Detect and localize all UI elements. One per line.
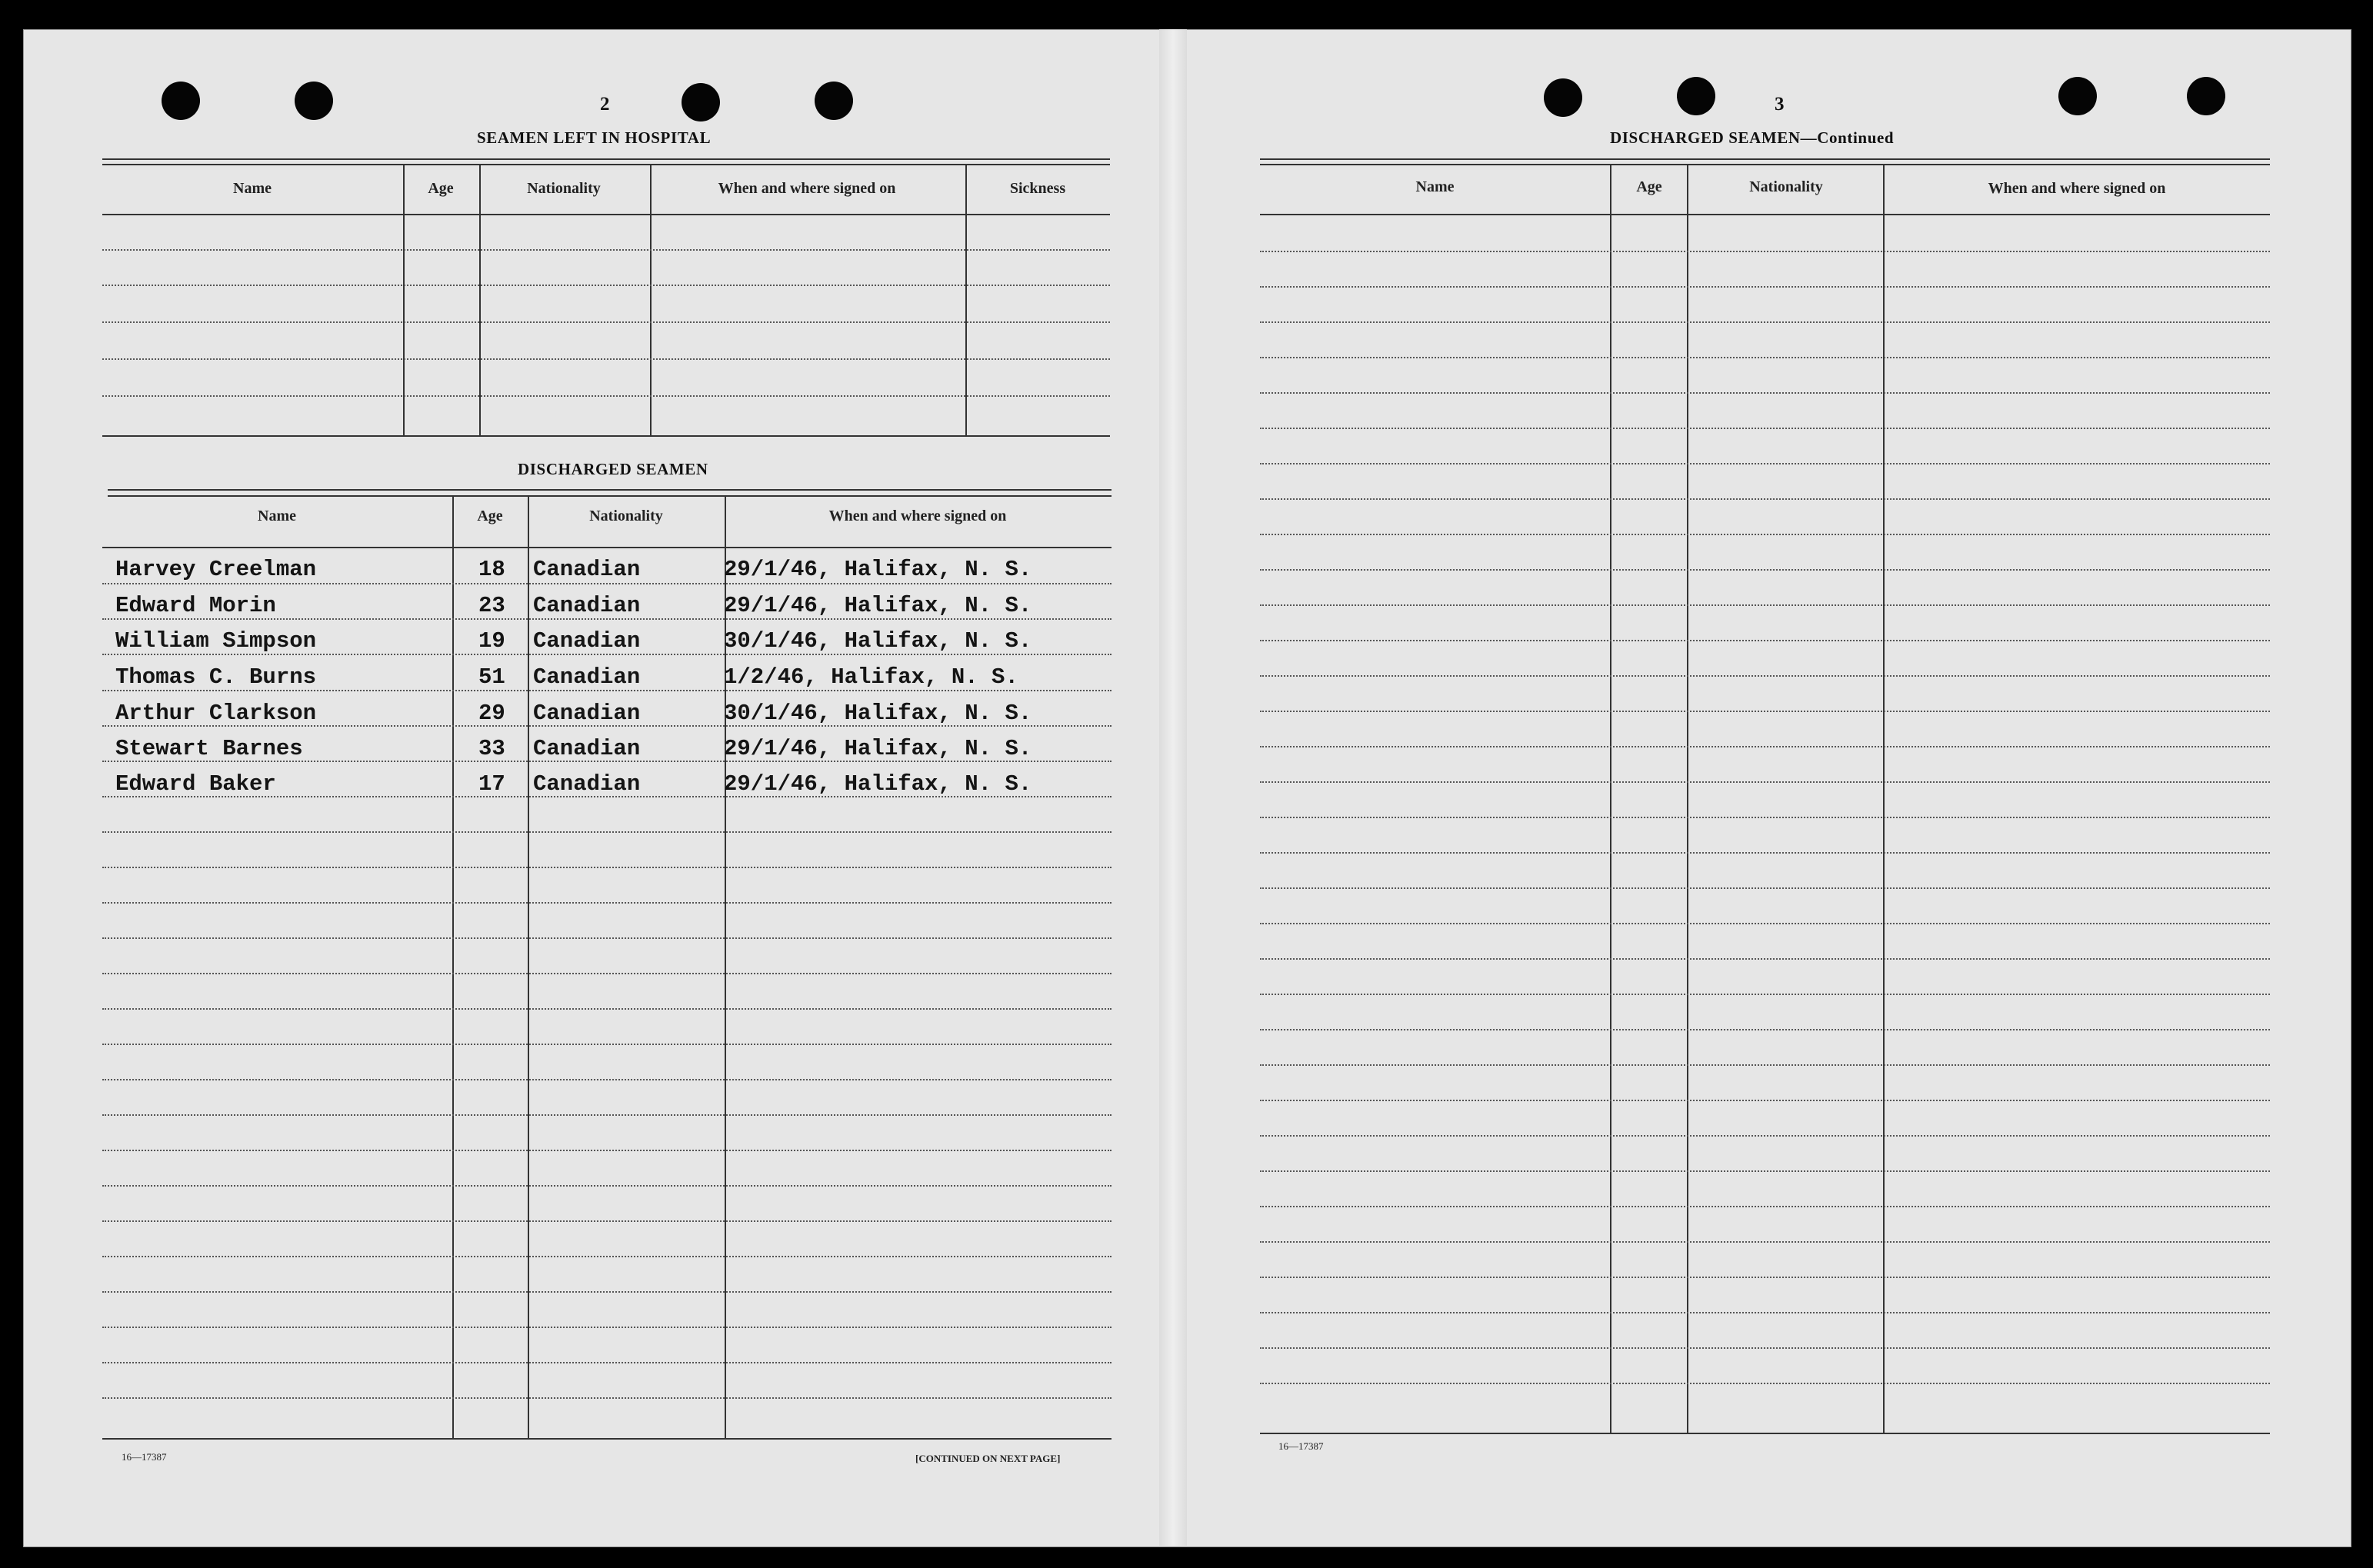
dotted-rule (102, 1397, 1112, 1399)
dotted-rule (102, 1114, 1112, 1116)
punch-hole (295, 82, 333, 120)
rule (108, 495, 1112, 497)
seaman-signed-on: 29/1/46, Halifax, N. S. (724, 557, 1032, 582)
dotted-rule (102, 1291, 1112, 1293)
seaman-name: Stewart Barnes (115, 736, 303, 761)
dotted-rule (1260, 923, 2270, 924)
dotted-rule (102, 654, 1112, 655)
dotted-rule (1260, 994, 2270, 995)
dotted-rule (1260, 852, 2270, 854)
document-sheet (23, 29, 2351, 1547)
col-header-name: Name (258, 508, 296, 524)
dotted-rule (1260, 781, 2270, 783)
rule (1260, 158, 2270, 160)
seaman-name: Thomas C. Burns (115, 664, 317, 690)
dotted-rule (1260, 958, 2270, 960)
dotted-rule (1260, 1064, 2270, 1066)
rule (1260, 1433, 2270, 1434)
seaman-age: 18 (478, 557, 505, 582)
dotted-rule (102, 1220, 1112, 1222)
dotted-rule (1260, 463, 2270, 464)
dotted-rule (1260, 1170, 2270, 1172)
rule (1260, 214, 2270, 215)
page-number: 2 (600, 94, 610, 115)
seaman-signed-on: 29/1/46, Halifax, N. S. (724, 593, 1032, 618)
rule (102, 1438, 1112, 1440)
seaman-name: Edward Morin (115, 593, 276, 618)
discharged-section-title: DISCHARGED SEAMEN (518, 460, 708, 478)
dotted-rule (1260, 1206, 2270, 1207)
dotted-rule (1260, 604, 2270, 606)
seaman-nationality: Canadian (533, 701, 641, 726)
dotted-rule (1260, 675, 2270, 677)
dotted-rule (102, 973, 1112, 974)
dotted-rule (102, 618, 1112, 620)
dotted-rule (102, 395, 1110, 397)
column-divider (452, 495, 454, 1438)
rule (102, 214, 1110, 215)
dotted-rule (102, 358, 1110, 360)
dotted-rule (1260, 1241, 2270, 1243)
seaman-name: Arthur Clarkson (115, 701, 317, 726)
col-header-age: Age (477, 508, 503, 524)
dotted-rule (1260, 251, 2270, 252)
dotted-rule (102, 831, 1112, 833)
col-header-age: Age (428, 180, 454, 197)
seaman-signed-on: 30/1/46, Halifax, N. S. (724, 628, 1032, 654)
form-code: 16—17387 (122, 1451, 167, 1463)
dotted-rule (1260, 640, 2270, 641)
col-header-name: Name (233, 180, 272, 197)
dotted-rule (1260, 1135, 2270, 1137)
dotted-rule (102, 902, 1112, 904)
punch-hole (2058, 77, 2097, 115)
seaman-age: 33 (478, 736, 505, 761)
dotted-rule (1260, 1347, 2270, 1349)
seaman-nationality: Canadian (533, 771, 641, 797)
dotted-rule (102, 321, 1110, 323)
dotted-rule (1260, 286, 2270, 288)
col-header-nationality: Nationality (589, 508, 663, 524)
rule (1260, 164, 2270, 165)
dotted-rule (1260, 817, 2270, 818)
dotted-rule (102, 725, 1112, 727)
dotted-rule (102, 1327, 1112, 1328)
discharged-continued-title: DISCHARGED SEAMEN—Continued (1610, 128, 1895, 147)
seaman-signed-on: 29/1/46, Halifax, N. S. (724, 771, 1032, 797)
seaman-signed-on: 1/2/46, Halifax, N. S. (724, 664, 1018, 690)
dotted-rule (102, 1185, 1112, 1187)
dotted-rule (102, 690, 1112, 691)
seaman-nationality: Canadian (533, 557, 641, 582)
seaman-nationality: Canadian (533, 593, 641, 618)
seaman-nationality: Canadian (533, 736, 641, 761)
col-header-signed-on: When and where signed on (718, 180, 896, 197)
punch-hole (1677, 77, 1715, 115)
dotted-rule (1260, 357, 2270, 358)
punch-hole (2187, 77, 2225, 115)
seaman-age: 51 (478, 664, 505, 690)
page-fold (1159, 29, 1187, 1546)
seaman-name: Harvey Creelman (115, 557, 317, 582)
dotted-rule (102, 1256, 1112, 1257)
hospital-section-title: SEAMEN LEFT IN HOSPITAL (477, 128, 712, 147)
seaman-nationality: Canadian (533, 664, 641, 690)
col-header-nationality: Nationality (1749, 178, 1823, 195)
dotted-rule (1260, 711, 2270, 712)
dotted-rule (102, 796, 1112, 797)
rule (102, 158, 1110, 160)
seaman-age: 29 (478, 701, 505, 726)
seaman-age: 17 (478, 771, 505, 797)
seaman-signed-on: 30/1/46, Halifax, N. S. (724, 701, 1032, 726)
col-header-nationality: Nationality (527, 180, 601, 197)
dotted-rule (1260, 1100, 2270, 1101)
rule (102, 164, 1110, 165)
dotted-rule (1260, 498, 2270, 500)
seaman-signed-on: 29/1/46, Halifax, N. S. (724, 736, 1032, 761)
dotted-rule (1260, 1277, 2270, 1278)
rule (102, 435, 1110, 437)
column-divider (528, 495, 529, 1438)
dotted-rule (1260, 428, 2270, 429)
punch-hole (1544, 78, 1582, 117)
dotted-rule (1260, 1383, 2270, 1384)
seaman-age: 19 (478, 628, 505, 654)
seaman-name: Edward Baker (115, 771, 276, 797)
dotted-rule (102, 249, 1110, 251)
col-header-signed-on: When and where signed on (1988, 180, 2166, 197)
dotted-rule (102, 583, 1112, 584)
dotted-rule (102, 937, 1112, 939)
col-header-age: Age (1636, 178, 1662, 195)
dotted-rule (1260, 887, 2270, 889)
dotted-rule (102, 1150, 1112, 1151)
dotted-rule (102, 1079, 1112, 1080)
dotted-rule (102, 761, 1112, 762)
punch-hole (682, 83, 720, 122)
seaman-nationality: Canadian (533, 628, 641, 654)
seaman-age: 23 (478, 593, 505, 618)
dotted-rule (1260, 392, 2270, 394)
col-header-name: Name (1415, 178, 1455, 195)
dotted-rule (102, 867, 1112, 868)
dotted-rule (1260, 321, 2270, 323)
dotted-rule (1260, 1029, 2270, 1030)
col-header-signed-on: When and where signed on (828, 508, 1007, 524)
seaman-name: William Simpson (115, 628, 317, 654)
punch-hole (815, 82, 853, 120)
dotted-rule (1260, 746, 2270, 747)
rule (102, 547, 1112, 548)
page-number: 3 (1775, 94, 1785, 115)
dotted-rule (102, 285, 1110, 286)
dotted-rule (102, 1044, 1112, 1045)
dotted-rule (1260, 1312, 2270, 1313)
form-code: 16—17387 (1278, 1440, 1324, 1452)
col-header-sickness: Sickness (1009, 180, 1066, 197)
punch-hole (162, 82, 200, 120)
dotted-rule (1260, 534, 2270, 535)
continued-note: [CONTINUED ON NEXT PAGE] (915, 1453, 1061, 1464)
dotted-rule (102, 1362, 1112, 1363)
dotted-rule (102, 1008, 1112, 1010)
rule (108, 489, 1112, 491)
dotted-rule (1260, 569, 2270, 571)
